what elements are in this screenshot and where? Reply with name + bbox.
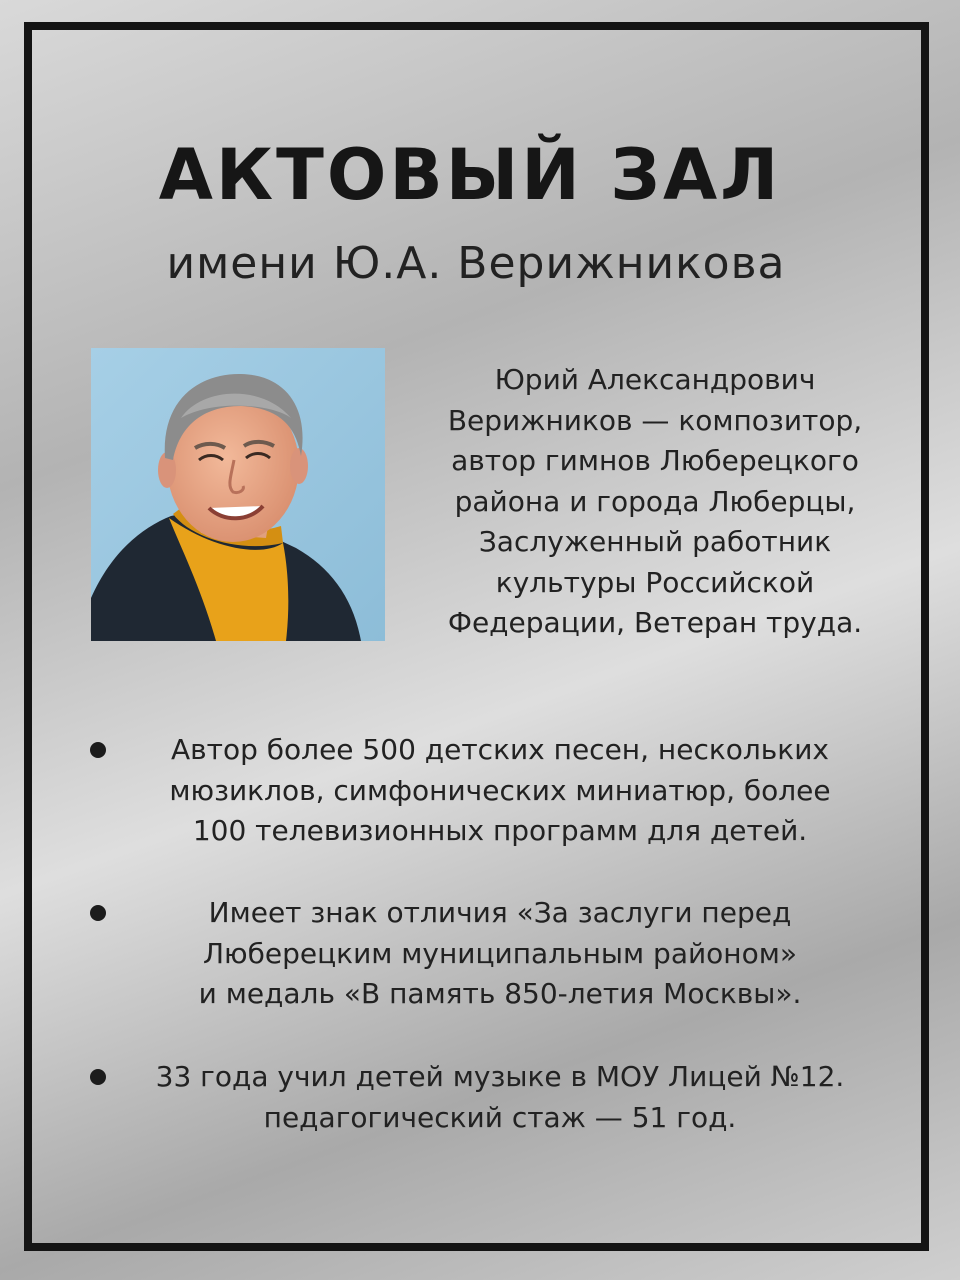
plaque-title: АКТОВЫЙ ЗАЛ [158, 134, 782, 216]
achievement-line: 33 года учил детей музыке в МОУ Лицей №12. [155, 1060, 845, 1093]
bio-line: культуры Российской [495, 565, 815, 599]
portrait-illustration [91, 348, 385, 641]
achievement-line: Люберецким муниципальным районом» [202, 936, 797, 970]
bio-line: Заслуженный работник [478, 525, 832, 558]
plaque-subtitle: имени Ю.А. Верижникова [166, 238, 786, 289]
bullet-dot-icon [90, 742, 106, 758]
portrait-photo [91, 348, 385, 641]
bio-line: Федерации, Ветеран труда. [447, 606, 863, 639]
bio-line: Юрий Александрович [494, 363, 816, 396]
achievement-line: педагогический стаж — 51 год. [263, 1100, 737, 1134]
biography-text [420, 360, 890, 644]
bio-line: автор гимнов Люберецкого [451, 444, 859, 477]
achievement-text [110, 893, 890, 1015]
bio-line: Верижников — композитор, [447, 403, 863, 437]
bio-line: района и города Люберцы, [454, 484, 856, 518]
achievement-line: 100 телевизионных программ для детей. [192, 814, 808, 847]
achievement-line: и медаль «В память 850-летия Москвы». [198, 977, 802, 1010]
bullet-dot-icon [90, 905, 106, 921]
achievement-line: мюзиклов, симфонических миниатюр, более [169, 773, 831, 807]
achievement-text [110, 1057, 890, 1138]
achievement-line: Имеет знак отличия «За заслуги перед [208, 896, 792, 929]
achievement-text [110, 730, 890, 852]
achievement-line: Автор более 500 детских песен, нескольких [171, 733, 829, 766]
bullet-dot-icon [90, 1069, 106, 1085]
